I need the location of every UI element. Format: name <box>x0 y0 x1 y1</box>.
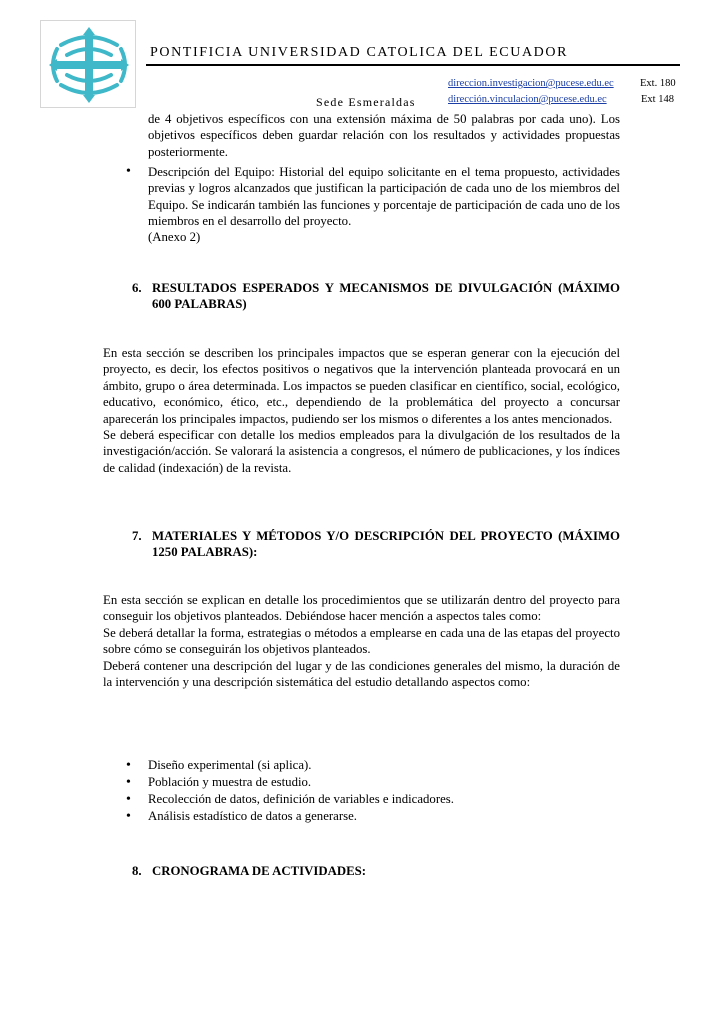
team-description-list <box>148 164 620 230</box>
investigacion-email-link[interactable]: direccion.investigacion@pucese.edu.ec <box>448 78 614 89</box>
list-item: • Población y muestra de estudio. <box>148 774 620 791</box>
list-item: • Diseño experimental (si aplica). <box>148 757 620 774</box>
vinculacion-email-link[interactable]: dirección.vinculacion@pucese.edu.ec <box>448 94 607 105</box>
annex-reference: (Anexo 2) <box>148 230 201 244</box>
paragraph: En esta sección se describen los principales impactos que se esperan generar con la ejecución del proyecto, es decir, los efectos positivos o negativos que la intervención planteada provocará en un ámbito, grupo o área determinada. Los impactos se pueden clasificar en científico, social, ecológico, educativo, económico, ético, etc., dependiendo de la problemática del proyecto a concursar aparecerán los principales impactos, pudiendo ser los mismos o diferentes a los antes mencionados. <box>103 346 620 426</box>
paragraph: En esta sección se explican en detalle los procedimientos que se utilizarán dentro del proyecto para conseguir los objetivos planteados. Debiéndose hacer mención a aspectos tales como: <box>103 593 620 624</box>
university-logo <box>40 20 136 108</box>
section-number: 6. <box>132 281 142 295</box>
list-item: • Recolección de datos, definición de variables e indicadores. <box>148 791 620 808</box>
methods-aspects-list <box>148 757 620 825</box>
section-number: 7. <box>132 529 142 543</box>
section-7-heading <box>132 528 620 561</box>
cross-logo-icon <box>47 25 131 105</box>
section-7-body <box>103 592 620 690</box>
section-title: RESULTADOS ESPERADOS Y MECANISMOS DE DIVULGACIÓN (MÁXIMO 600 PALABRAS) <box>152 281 620 312</box>
institution-name: PONTIFICIA UNIVERSIDAD CATOLICA DEL ECUADOR <box>150 45 569 60</box>
campus-name: Sede Esmeraldas <box>316 95 416 109</box>
section-title: CRONOGRAMA DE ACTIVIDADES: <box>152 864 367 878</box>
header-divider <box>146 64 680 66</box>
list-item: • Descripción del Equipo: Historial del equipo solicitante en el tema propuesto, actividades previas y logros alcanzados que justifican la participación de cada uno de los miembros del Equipo. Se indicarán también las funciones y porcentaje de participación de cada uno de los miembros en el desarrollo del proyecto. <box>148 164 620 230</box>
paragraph: Se deberá detallar la forma, estrategias o métodos a emplearse en cada una de las etapas del proyecto sobre cómo se conseguirán los objetivos planteados. <box>103 625 620 657</box>
section-8-heading <box>132 863 620 879</box>
paragraph: Se deberá especificar con detalle los medios empleados para la divulgación de los resultados de la investigación/acción. Se valorará la asistencia a congresos, el número de publicaciones, y los índices de calidad (indexación) de la revista. <box>103 428 620 475</box>
investigacion-extension: Ext. 180 <box>640 78 676 89</box>
section-6-heading <box>132 280 620 313</box>
list-item: • Análisis estadístico de datos a generarse. <box>148 808 620 825</box>
section-title: MATERIALES Y MÉTODOS Y/O DESCRIPCIÓN DEL PROYECTO (MÁXIMO 1250 PALABRAS): <box>152 529 620 560</box>
vinculacion-extension: Ext 148 <box>641 94 674 105</box>
section-6-body <box>103 345 620 476</box>
section-number: 8. <box>132 864 142 878</box>
continuation-paragraph: de 4 objetivos específicos con una extensión máxima de 50 palabras por cada uno). Los objetivos específicos deben guardar relación con los resultados y actividades propuestas posteriormente. <box>148 112 620 159</box>
paragraph: Deberá contener una descripción del lugar y de las condiciones generales del mismo, la duración de la intervención y una descripción sistemática del estudio detallando aspectos como: <box>103 658 620 690</box>
